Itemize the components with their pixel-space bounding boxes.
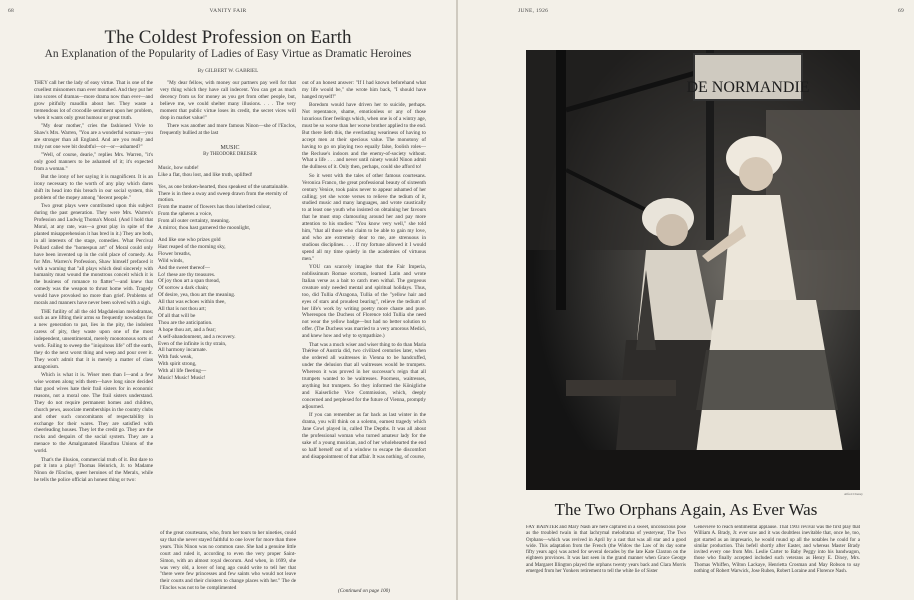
poem-box <box>158 145 302 382</box>
photo-illustration <box>526 50 860 490</box>
paragraph: That's the illusion, commercial truth of it. But dare to put it into a play! Thomas Heinrich, Jr. to Madame Ninon de l'Enclos, queer heroines of the Meralx, while he tells the police official an honest thing or two: <box>34 456 153 484</box>
paragraph: So it went with the tales of other famous courtesans. Veronica Franco, the great professional beauty of sixteenth century Venice, took pains never to appear ashamed of her calling; yet she wrote verses to relieve the tedium of it, studied music and many languages, and wrote caustically to at least one youth who insisted on obtaining her favours that he must stop clamouring around her and pay more attention to his studies: "You know very well," she told him, "that all those who claim to be able to gain my love, and who are extremely dear to me, are strenuous in studious disciplines. . . . If my fortune allowed it I would spend all my time quietly in the academies of virtuous men." <box>302 172 426 262</box>
poem-line: Music! Music! Music! <box>158 375 206 382</box>
paragraph: Boredom would have driven her to suicide, perhaps. Not repentance, shame, emotionless or any of those luxurious finer feelings which, when one is of a wintry age, must be so worse than her worse brother applied to the end. But there lieth this, the everlasting weariness of having to accept men at their specious value. The monotony of having to go on playing two equally false, foolish roles—the Recluse's indoors and the enemy-of-society without. What a life . . . and never until ninety would Ninon admit the dullness of it. Only then, perhaps, could she afford to! <box>302 102 426 171</box>
photo-two-orphans <box>526 50 860 490</box>
poem-line: A mirror, thou hast garnered the moonlight, <box>158 225 251 232</box>
paragraph: "Well, of course, dearie," replies Mrs. Warren, "it's only good manners to be ashamed of it; it's expected from a woman." <box>34 152 153 172</box>
sign-text: DE NORMANDIE <box>686 79 810 96</box>
poem-line: Of joy thou art a span thread, <box>158 278 220 285</box>
article-column-1 <box>34 80 153 598</box>
article-subtitle: An Explanation of the Popularity of Ladies of Easy Virtue as Dramatic Heroines <box>44 48 412 60</box>
page-number-right: 69 <box>898 8 905 14</box>
poem-line: From the spheres a voice, <box>158 211 213 218</box>
poem-line: And like one who prizes gold <box>158 236 221 243</box>
paragraph: out of an honest answer: "If I had known beforehand what my life would be," she wrote him back, "I should have hanged myself!" <box>302 80 426 100</box>
left-page <box>0 0 456 600</box>
paragraph: "My dear fellow, with money our partners pay well for that very thing which they have call indecent. You can get as much decency from us for money as you get from other people, but, believe me, we could shelter many illusions. . . . The very moment that public virtue loses its credit, the secret vices will drop in market value!" <box>160 80 296 121</box>
poem-line: Like a flat, thou lost, and like truth, uplifted! <box>158 171 253 178</box>
right-page <box>458 0 914 600</box>
poem-line: All that was echoes within thee, <box>158 299 226 306</box>
poem-line: Of all that will be <box>158 312 196 319</box>
poem-line: Flower breaths, <box>158 250 191 257</box>
paragraph: THEY call her the lady of easy virtue. That is one of the cruellest misnomers man ever mouthed. And they put her into scores of dramas—more drama now than ever—and grow pitifully maudlin about her. They waste a tremendous lot of crocodile sentiment upon her problem, when it wants only great humour or great truth. <box>34 80 153 121</box>
caption-column-2: Geneviève to reach sentimental applause. That 1903 revival was the first play that William A. Brady, Jr. ever saw and it was doubtless inevitable that, once he, too, got started as an impresario, he would round up all the notables he could for a similar production. This befell shortly after Easter, and whereas Master Brady invited every one from Mrs. Leslie Carter to Baby Peggy into his bandwagon, those who finally accepted included such veterans as Henry E. Dixey, Mrs. Thomas Whiffen, Wilton Lackaye, Henrietta Crosman and May Robson to say nothing of Robert Warwick, Jose Ruben, Robert Loraine and Florence Nash. <box>694 525 860 575</box>
poem-line: And the sweet thereof— <box>158 264 210 271</box>
photo-credit: Alfred Cheney <box>844 492 863 496</box>
running-head-right: JUNE, 1926 <box>518 8 549 14</box>
caption-title: The Two Orphans Again, As Ever Was <box>554 500 818 519</box>
article-title: The Coldest Profession on Earth <box>104 27 352 48</box>
poem-title: MUSIC <box>220 145 240 151</box>
page-number-left: 68 <box>8 8 15 14</box>
poem-lines <box>158 165 302 382</box>
paragraph: That was a much wiser and wiser thing to do than Maria Thérèse of Austria did, two civilized centuries later, when she ordered all waitresses in Vienna to be handcuffed, under the delusion that all waitresses would be trumpets. Whereon it was proved in her successor's reign that all trumpets wanted to be waitresses. Poorness, waitresses, anything but trumpets. So they informed the Königliche and Kaiserliche Vice Commission, which, deeply concerned and perplexed for the future of Vienna, promptly adjourned. <box>302 341 426 410</box>
byline: By GILBERT W. GABRIEL <box>197 68 259 74</box>
poem-line: With all life fleeting— <box>158 368 207 375</box>
poem-line: From the master of flowers has thou inherited colour, <box>158 204 271 211</box>
paragraph: Two great plays were contributed upon this subject during the past generation. They were Mrs. Warren's Profession and Ludwig Thoma's Moral. (And I hold that Moral, at any rate, was—a great play in spite of the planted misapprehension it has bred in it.) They are both, in all interests of the stage, comedies. What Percival Pollard called the "homespun art" of Moral could only have been invented up in the cold place of comedy. As for Mrs. Warren's Profession, Shaw himself prefaced it with a warning that "all plays which deal sincerely with humanity must wound the monstrous conceit which it is the business of romance to flatter"—and knew that comedy was the weapon to thrust home with. Tragedy would have provoked no more than grief. Problems of morals and manners have never been solved with a sigh. <box>34 203 153 307</box>
paragraph: If you can remember as far back as last winter in the drama, you will think on a solemn, earnest tragedy which Jane Cowl played in, called The Depths. It was all about the professional woman who turned amateur lady for the sake of a young musician, and of her wholehearted the end so half herself out of a window to escape the discomfort and disappointment of that affair. It was nothing, of course, <box>302 412 426 460</box>
poem-line: Hast reaped of the morning sky, <box>158 243 226 250</box>
poem-line: Yes, as one broken-hearted, thou speakest of the unattainable. <box>158 183 289 190</box>
paragraph: There was another and more famous Ninon—she of l'Enclos, frequently bullied at the last <box>160 122 296 136</box>
poem-line: A self-abandonment, and a recovery. <box>158 333 236 340</box>
paragraph: of the great courtesans, who, from her tours to her nineties, could say that she never stayed faithful to one lover for more than three years. This Ninon was no common case. She had a genuine little court and ruled it, according to even the very proper Saint-Simon, with an almost royal decorum. And when, in 1699, she was very old, a lover of long ago could write to tell her that "there were few princesses and few saints who would not leave their courts and their cloisters to change places with her." The de l'Enclos was not to be complimented <box>160 530 296 592</box>
continued-note: (Continued on page 100) <box>337 588 390 594</box>
poem-line: Of sorrow a dark chain; <box>158 285 209 292</box>
article-column-3 <box>302 80 426 588</box>
article-column-2-top <box>160 80 296 140</box>
caption-column-1: FAY BAINTER and Mary Nash are here captured in a sweet, unconscious pose as the troubled twain in that lachrymal melodrama of yesteryear, The Two Orphans—which was revived in April by a cast that was all star and a good wide. This adaptation from the French (the Widow the Law of its day some fifty years ago) was acted for several decades by the late Kate Claxton on the eighteen provinces. It was last seen in the grand manner when Grace George and Margaret Illington played the orphans twenty years back and Clara Morris emerged from her Yonkers retirement to tell the white lie of Sister <box>526 525 686 575</box>
poem-line: Lo! these are thy treasures. <box>158 271 216 278</box>
poem-line: With spirit strong, <box>158 361 197 368</box>
paragraph: THE futility of all the old Magdalenian melodramas, such as are lifting their arms so frequently nowadays for a new generation to pat, lies in the pity, the indolent caress of pity, they waste upon one of the most independent, unsentimental, merely monotonous sorts of work. Failing to sweep the "iniquitous life" off the earth, they do the next worst thing and weep and pour over it. They won't admit that it is merely a matter of class antagonism. <box>34 308 153 370</box>
poem-line: Wild winds, <box>158 257 184 264</box>
article-column-2-bottom <box>160 530 296 598</box>
paragraph: "My dear mother," cries the fashioned Vivie to Shaw's Mrs. Warren, "You are a wonderful woman—you are stronger than all England. And are you really and truly not one wee bit doubtful—or—or—ashamed?" <box>34 122 153 150</box>
running-head-left: VANITY FAIR <box>209 8 247 14</box>
poem-line: All harmony incarnate. <box>158 347 207 354</box>
paragraph: But the irony of her saying it is magnificent. It is an irony necessary to the worth of any play which dares shift its head into this breach in our social system, this problem of the mopey among "decent people." <box>34 174 153 201</box>
paragraph: YOU can scarcely imagine that the Fair Imperia, noblissimum Romae scortum, learned Latin and wrote Italian verse as a bait to catch men withal. The gorgeous creature only needed mental and spiritual holidays. Thus, too, did Tullia d'Aragona, Tullia of the "yellow hair and eyes of stars and proudest bearing", relieve the tedium of her life's work by writing poetry more chaste and pure. Whereupon the Duchess of Florence told Tullia she need not wear the yellow badge—but had no better solution to offer. (The Duchess was married to a very amorous Medici, and knew how and why to sympathize.) <box>302 264 426 340</box>
poem-line: Music, how subtle! <box>158 164 199 171</box>
poem-line: From all outer certainty, meaning. <box>158 218 231 225</box>
poem-line: Even of the infinite is thy strain, <box>158 340 227 347</box>
poem-line: All that is not thou art; <box>158 306 207 313</box>
poem-line: With fusk weak, <box>158 354 193 361</box>
paragraph: Which is what it is. Wiser men than I—and a few wise women along with them—have long since decided that good wives hate their frail sisters for in economic reasons, not a moral one. The frail sisters understand. They do not require permanent homes and children, church pews, associate memberships in the country clubs and other such concomitants of respectability in exchange for their wares. They are satisfied with cheerleading houses. They let the credit go. They are the rocks and despairs of the social system. They are a menace to the Amalgamated Hausfrau Unions of the world. <box>34 372 153 455</box>
poem-line: There is in thee a sway and sweep drawn from the eternity of motion. <box>158 190 288 204</box>
poem-line: Thou are the anticipation. <box>158 319 213 326</box>
poem-line: A hope thou art, and a fear; <box>158 326 216 333</box>
poem-author: By THEODORE DREISER <box>203 151 257 157</box>
poem-line: Of desire, yea, thou art the meaning. <box>158 292 236 299</box>
